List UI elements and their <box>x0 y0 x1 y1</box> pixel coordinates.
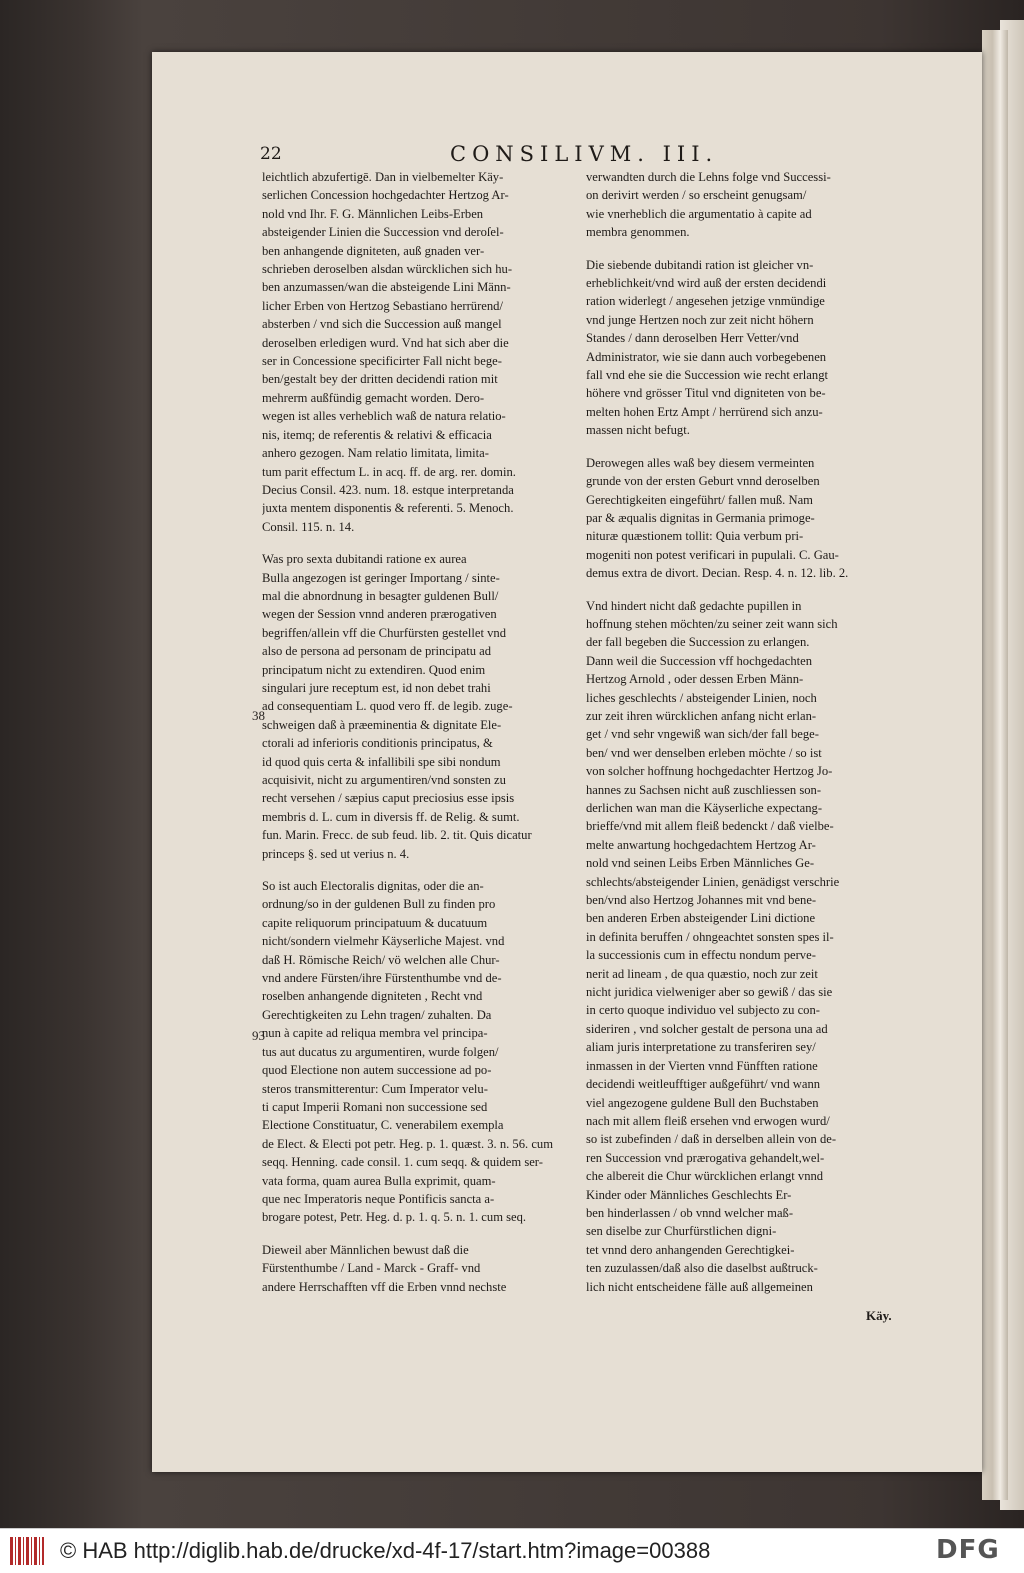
text-line: höhere vnd grösser Titul vnd digniteten von be- <box>586 386 826 401</box>
right-text-column <box>586 168 900 1310</box>
text-line: de Elect. & Electi pot petr. Heg. p. 1. quæst. 3. n. 56. cum <box>262 1136 554 1151</box>
text-line: singulari jure receptum est, id non debet trahi <box>262 680 491 695</box>
running-title: CONSILIVM. III. <box>450 142 719 166</box>
text-line: nicht/sondern vielmehr Käyserliche Majest. vnd <box>262 934 505 949</box>
text-line: schweigen daß à præeminentia & dignitate Ele- <box>262 717 502 732</box>
text-line: liches geschlechts / absteigender Linien, noch <box>586 690 817 705</box>
text-line: vnd junge Hertzen noch zur zeit nicht höhern <box>586 312 814 327</box>
text-line: schrieben deroselben alsdan würcklichen sich hu- <box>262 262 513 277</box>
text-line: in definita beruffen / ohngeachtet sonsten spes il- <box>586 929 834 944</box>
text-line: nis, itemq; de referentis & relativi & efficacia <box>262 427 492 442</box>
text-line: tum parit effectum L. in acq. ff. de arg. rer. domin. <box>262 464 516 479</box>
text-line: nun à capite ad reliqua membra vel principa- <box>262 1026 488 1041</box>
text-line: lich nicht entscheidene fälle auß allgemeinen <box>586 1279 813 1294</box>
text-line: ben/gestalt bey der dritten decidendi ration mit <box>262 372 498 387</box>
text-line: nituræ quæstionem tollit: Quia verbum pri- <box>586 529 804 544</box>
text-line: decidendi weitleufftiger außgeführt/ vnd wann <box>586 1077 821 1092</box>
text-line: que nec Imperatoris neque Pontificis sancta a- <box>262 1191 495 1206</box>
text-line: sen diselbe zur Churfürstlichen digni- <box>586 1224 777 1239</box>
text-line: nach mit allem fleiß ersehen vnd erwogen wurd/ <box>586 1113 830 1128</box>
text-line: Vnd hindert nicht daß gedachte pupillen in <box>586 598 802 613</box>
text-line: ben/ vnd wer denselben erleben möchte / so ist <box>586 745 822 760</box>
text-line: der fall begeben die Succession zu erlangen. <box>586 635 810 650</box>
paragraph <box>586 454 900 583</box>
text-line: Bulla angezogen ist geringer Importang / sinte- <box>262 570 500 585</box>
text-line: on derivirt werden / so erscheint genugsam/ <box>586 188 807 203</box>
text-line: mehrerm außfündig gemacht worden. Dero- <box>262 390 485 405</box>
text-line: tus aut ducatus zu argumentiren, wurde folgen/ <box>262 1044 499 1059</box>
text-line: recht versehen / sæpius caput preciosius esse ipsis <box>262 791 515 806</box>
text-line: absteigender Linien die Succession vnd deroſel- <box>262 225 504 240</box>
text-line: ben hinderlassen / ob vnnd welcher maß- <box>586 1205 794 1220</box>
text-line: ordnung/so in der guldenen Bull zu finden pro <box>262 897 496 912</box>
text-line: ti caput Imperii Romani non successione sed <box>262 1099 488 1114</box>
text-line: juxta mentem disponentis & referenti. 5. Menoch. <box>262 501 514 516</box>
text-line: ren Succession vnd prærogativa gehandelt,wel- <box>586 1150 825 1165</box>
text-line: ser in Concessione specificirter Fall nicht bege- <box>262 354 502 369</box>
text-line: leichtlich abzufertigē. Dan in vielbemelter Käy- <box>262 170 504 184</box>
text-line: Gerechtigkeiten eingeführt/ fallen muß. Nam <box>586 492 813 507</box>
text-line: fall vnd ehe sie die Succession wie recht erlangt <box>586 368 828 383</box>
text-line: serlichen Concession hochgedachter Hertzog Ar- <box>262 188 509 203</box>
text-line: nold vnd seinen Leibs Erben Männliches Ge- <box>586 856 815 871</box>
text-line: mal die abnordnung in besagter guldenen Bull/ <box>262 588 499 603</box>
text-line: verwandten durch die Lehns folge vnd Successi- <box>586 170 831 184</box>
text-line: brogare potest, Petr. Heg. d. p. 1. q. 5. n. 1. cum seq. <box>262 1210 527 1225</box>
text-line: so ist zubefinden / daß in derselben allein von de- <box>586 1132 837 1147</box>
text-line: viel angezogene guldene Bull den Buchstaben <box>586 1095 819 1110</box>
paragraph <box>262 550 577 863</box>
text-line: absterben / vnd sich die Succession auß mangel <box>262 317 502 332</box>
text-line: andere Herrschafften vff die Erben vnnd nechste <box>262 1279 507 1294</box>
text-line: Kinder oder Männliches Geschlechts Er- <box>586 1187 792 1202</box>
text-line: Hertzog Arnold , oder dessen Erben Männ- <box>586 672 804 687</box>
paragraph <box>262 168 577 536</box>
text-line: get / vnd sehr vngewiß wan sich/der fall bege- <box>586 727 819 742</box>
text-line: Gerechtigkeiten zu Lehn tragen/ zuhalten. Da <box>262 1007 492 1022</box>
text-line: seqq. Henning. cade consil. 1. cum seqq. & quidem ser- <box>262 1155 543 1170</box>
text-line: derlichen wan man die Käyserliche expectang- <box>586 801 823 815</box>
text-line: membra genommen. <box>586 225 690 240</box>
text-line: tet vnnd dero anhangenden Gerechtigkei- <box>586 1242 795 1257</box>
text-line: ten zuzulassen/daß also die daselbst außtruck- <box>586 1261 818 1276</box>
text-line: ben anhangende digniteten, auß gnaden ver- <box>262 243 485 258</box>
paragraph <box>586 168 900 242</box>
text-line: Administrator, wie sie dann auch vorbegebenen <box>586 349 827 364</box>
text-line: brieffe/vnd mit allem fleiß bedenckt / daß vielbe- <box>586 819 834 834</box>
text-line: princeps §. sed ut verius n. 4. <box>262 846 410 861</box>
viewer-footer <box>0 1528 1024 1573</box>
text-line: zur zeit ihren würcklichen anfang nicht erlan- <box>586 708 817 723</box>
text-line: ctorali ad inferioris conditionis principatus, & <box>262 736 493 751</box>
paragraph <box>586 256 900 440</box>
text-line: deroselben erledigen wurd. Vnd hat sich aber die <box>262 335 509 350</box>
text-line: par & æqualis dignitas in Germania primoge- <box>586 510 815 525</box>
folio-number: 22 <box>260 144 282 164</box>
text-line: nicht juridica vielweniger aber so gewiß / das sie <box>586 985 833 1000</box>
text-line: ben anderen Erben absteigender Lini dictione <box>586 911 816 926</box>
text-line: steros transmitterentur: Cum Imperator velu- <box>262 1081 488 1096</box>
text-line: ben/vnd also Hertzog Johannes mit vnd bene- <box>586 893 817 908</box>
page-header <box>260 142 910 170</box>
text-line: Was pro sexta dubitandi ratione ex aurea <box>262 552 467 567</box>
text-line: ben anzumassen/wan die absteigende Lini Männ- <box>262 280 511 295</box>
text-line: grunde von der ersten Geburt vnnd deroselben <box>586 474 820 489</box>
text-line: hannes zu Sachsen nicht auß zuschliessen son- <box>586 782 822 797</box>
text-line: capite reliquorum principatuum & ducatuum <box>262 915 488 930</box>
text-line: ad consequentiam L. quod vero ff. de legib. zuge- <box>262 699 513 714</box>
text-line: vata forma, quam aurea Bulla exprimit, quam- <box>262 1173 496 1188</box>
text-line: Consil. 115. n. 14. <box>262 519 355 534</box>
text-line: licher Erben von Hertzog Sebastiano herrürend/ <box>262 298 503 313</box>
left-text-column <box>262 168 577 1310</box>
margin-note: 93 <box>252 1028 265 1043</box>
text-line: anhero gezogen. Nam relatio limitata, limita- <box>262 446 489 461</box>
text-line: melten hohen Ertz Ampt / herrürend sich anzu- <box>586 404 823 419</box>
text-line: erheblichkeit/vnd wird auß der ersten decidendi <box>586 276 827 291</box>
text-line: inmassen in der Vierten vnnd Fünfften ratione <box>586 1058 818 1073</box>
text-line: So ist auch Electoralis dignitas, oder die an- <box>262 879 484 894</box>
text-line: wegen ist alles verheblich waß de natura relatio- <box>262 409 506 424</box>
text-line: principatum nicht zu extendiren. Quod enim <box>262 662 486 677</box>
text-line: Electione Constituatur, C. venerabilem exempla <box>262 1118 504 1133</box>
dfg-logo: DFG <box>936 1535 1000 1565</box>
text-line: aliam juris interpretatione zu transferiren sey/ <box>586 1040 816 1055</box>
text-line: Die siebende dubitandi ration ist gleicher vn- <box>586 257 814 272</box>
text-line: Dieweil aber Männlichen bewust daß die <box>262 1242 469 1257</box>
page-edge <box>982 30 1008 1500</box>
text-line: quod Electione non autem successione ad po- <box>262 1063 492 1078</box>
text-line: massen nicht befugt. <box>586 423 690 438</box>
text-line: vnd andere Fürsten/ihre Fürstenthumbe vnd de- <box>262 971 502 986</box>
text-line: la successionis cum in effectu nondum perve- <box>586 948 816 963</box>
text-line: Fürstenthumbe / Land - Marck - Graff- vnd <box>262 1261 481 1276</box>
text-line: nold vnd Ihr. F. G. Männlichen Leibs-Erben <box>262 206 484 221</box>
text-line: also de persona ad personam de principatu ad <box>262 644 492 659</box>
text-line: begriffen/allein vff die Churfürsten gestellet vnd <box>262 625 506 640</box>
text-line: roselben anhangende digniteten , Recht vnd <box>262 989 483 1004</box>
hab-barcode-icon <box>10 1537 44 1565</box>
catchword: Käy. <box>866 1308 892 1323</box>
text-line: nerit ad lineam , de qua quæstio, noch zur zeit <box>586 966 818 981</box>
paragraph <box>262 877 577 1227</box>
text-line: Decius Consil. 423. num. 18. estque interpretanda <box>262 482 514 497</box>
text-line: wie vnerheblich die argumentatio à capite ad <box>586 206 812 221</box>
text-line: von solcher hoffnung hochgedachter Hertzog Jo- <box>586 764 833 779</box>
text-line: sideriren , vnd solcher gestalt de persona una ad <box>586 1021 828 1036</box>
text-line: melte anwartung hochgedachtem Hertzog Ar- <box>586 837 816 852</box>
text-line: che albereit die Chur würcklichen erlangt vnnd <box>586 1169 824 1184</box>
text-line: acquisivit, nicht zu argumentiren/vnd sonsten zu <box>262 773 506 787</box>
copyright-link[interactable]: © HAB http://diglib.hab.de/drucke/xd-4f-17/start.htm?image=00388 <box>60 1538 711 1563</box>
text-line: mogeniti non potest verificari in pupulali. C. Gau- <box>586 547 839 562</box>
margin-note: 38 <box>252 708 265 723</box>
text-line: membris d. L. cum in diversis ff. de Relig. & sumt. <box>262 809 520 824</box>
text-line: in certo quoque individuo vel subjecto zu con- <box>586 1003 820 1018</box>
text-line: ration widerlegt / angesehen jetzige vnmündige <box>586 294 825 309</box>
text-line: wegen der Session vnnd anderen prærogativen <box>262 607 497 622</box>
text-line: daß H. Römische Reich/ vö welchen alle Chur- <box>262 952 500 967</box>
text-line: demus extra de divort. Decian. Resp. 4. n. 12. lib. 2. <box>586 566 849 581</box>
text-line: id quod quis certa & infallibili spe sibi nondum <box>262 754 501 769</box>
text-line: hoffnung stehen möchten/zu seiner zeit wann sich <box>586 616 838 631</box>
paragraph <box>586 597 900 1296</box>
text-line: fun. Marin. Frecc. de sub feud. lib. 2. tit. Quis dicatur <box>262 828 532 843</box>
text-line: Dann weil die Succession vff hochgedachten <box>586 653 813 668</box>
paragraph <box>262 1241 577 1296</box>
text-line: schlechts/absteigender Linien, genädigst verschrie <box>586 874 840 889</box>
text-line: Standes / dann deroselben Herr Vetter/vnd <box>586 331 799 346</box>
text-line: Derowegen alles waß bey diesem vermeinten <box>586 455 815 470</box>
